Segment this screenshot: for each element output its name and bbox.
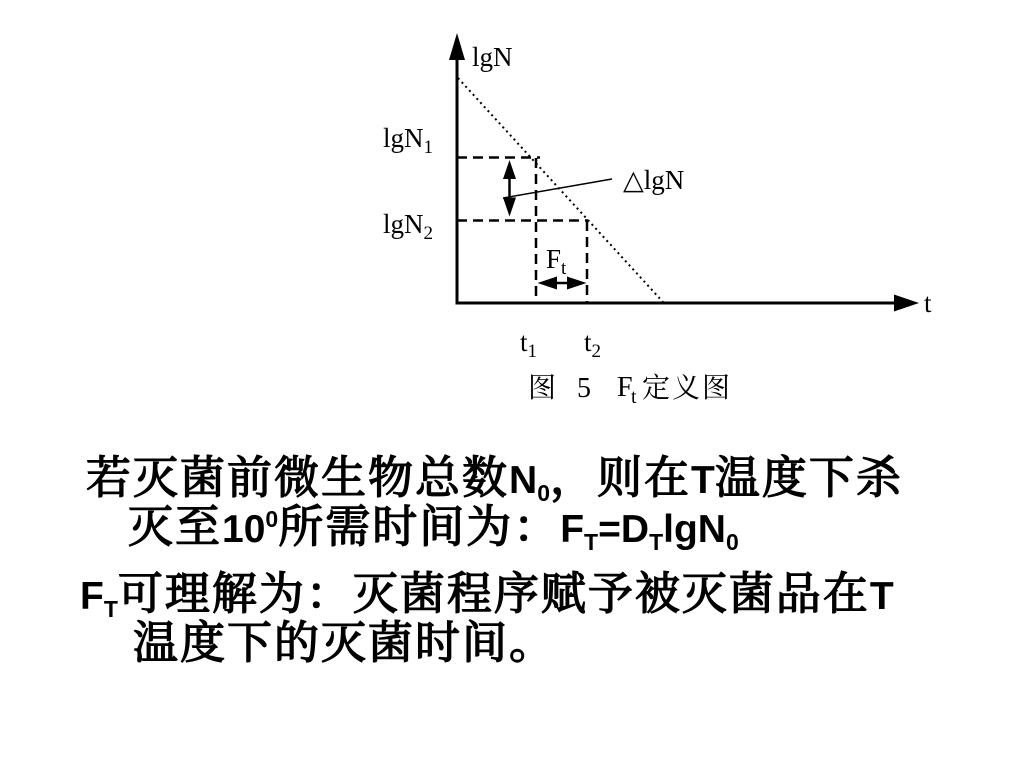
p2-text-1: 可理解为：灭菌程序赋予被灭菌品在 xyxy=(117,569,870,619)
p1-number-10-superscript: 0 xyxy=(265,506,279,532)
paragraph-ft-formula xyxy=(80,455,960,553)
ft-arrow-left-icon xyxy=(538,277,558,290)
p2-symbol-T: T xyxy=(869,575,894,618)
y-axis-label: lgN xyxy=(472,42,513,72)
p1-symbol-N: N xyxy=(509,459,538,502)
p2-text-2: 温度下的灭菌时间。 xyxy=(133,618,557,668)
t1-label: $t_1$ xyxy=(520,327,538,362)
p2-symbol-F-subscript: T xyxy=(103,596,118,622)
delta-lgN-arrow-up-icon xyxy=(503,160,516,179)
p2-symbol-F: F xyxy=(80,575,104,618)
caption-figure-number: 图 5 xyxy=(528,373,592,404)
formula-D-subscript: T xyxy=(649,529,664,555)
formula-F: F xyxy=(560,508,585,551)
x-axis-arrowhead-icon xyxy=(894,295,919,312)
formula-lgN: lgN xyxy=(663,508,726,551)
y-axis-arrowhead-icon xyxy=(449,33,465,60)
ft-arrow-right-icon xyxy=(567,277,587,290)
caption-ft-sub: t xyxy=(631,386,637,408)
lgN1-label: lgN$_1$ xyxy=(383,123,433,158)
p1-text-3: 温度下杀 xyxy=(714,453,903,503)
p1-symbol-N-subscript: 0 xyxy=(537,480,550,506)
delta-lgN-double-arrow xyxy=(503,160,516,217)
ft-label: $F_t$ xyxy=(546,244,567,279)
p1-text-2: ，则在 xyxy=(549,453,691,503)
figure-caption xyxy=(528,372,732,408)
p1-number-10: 10 xyxy=(222,508,266,551)
delta-lgN-leader-line xyxy=(503,179,612,198)
formula-F-subscript: T xyxy=(584,529,599,555)
x-axis-label: t xyxy=(924,288,932,318)
delta-lgN-arrow-down-icon xyxy=(503,198,516,217)
paragraph-ft-explanation xyxy=(80,571,960,667)
formula-equals: = xyxy=(598,508,621,551)
caption-ft-base: F xyxy=(617,372,633,403)
p1-text-4: 灭至 xyxy=(128,502,223,552)
p1-text-5: 所需时间为： xyxy=(278,502,561,552)
p1-symbol-T: T xyxy=(691,459,715,502)
formula-D: D xyxy=(620,508,650,551)
caption-suffix: 定义图 xyxy=(642,373,733,404)
delta-lgN-label: △lgN xyxy=(623,165,685,195)
p1-text-1: 若灭菌前微生物总数 xyxy=(86,453,510,503)
slide-body-text xyxy=(80,455,960,667)
t2-label: $t_2$ xyxy=(584,327,602,362)
lgN2-label: lgN$_2$ xyxy=(383,209,433,244)
formula-lgN-subscript: 0 xyxy=(725,529,739,555)
